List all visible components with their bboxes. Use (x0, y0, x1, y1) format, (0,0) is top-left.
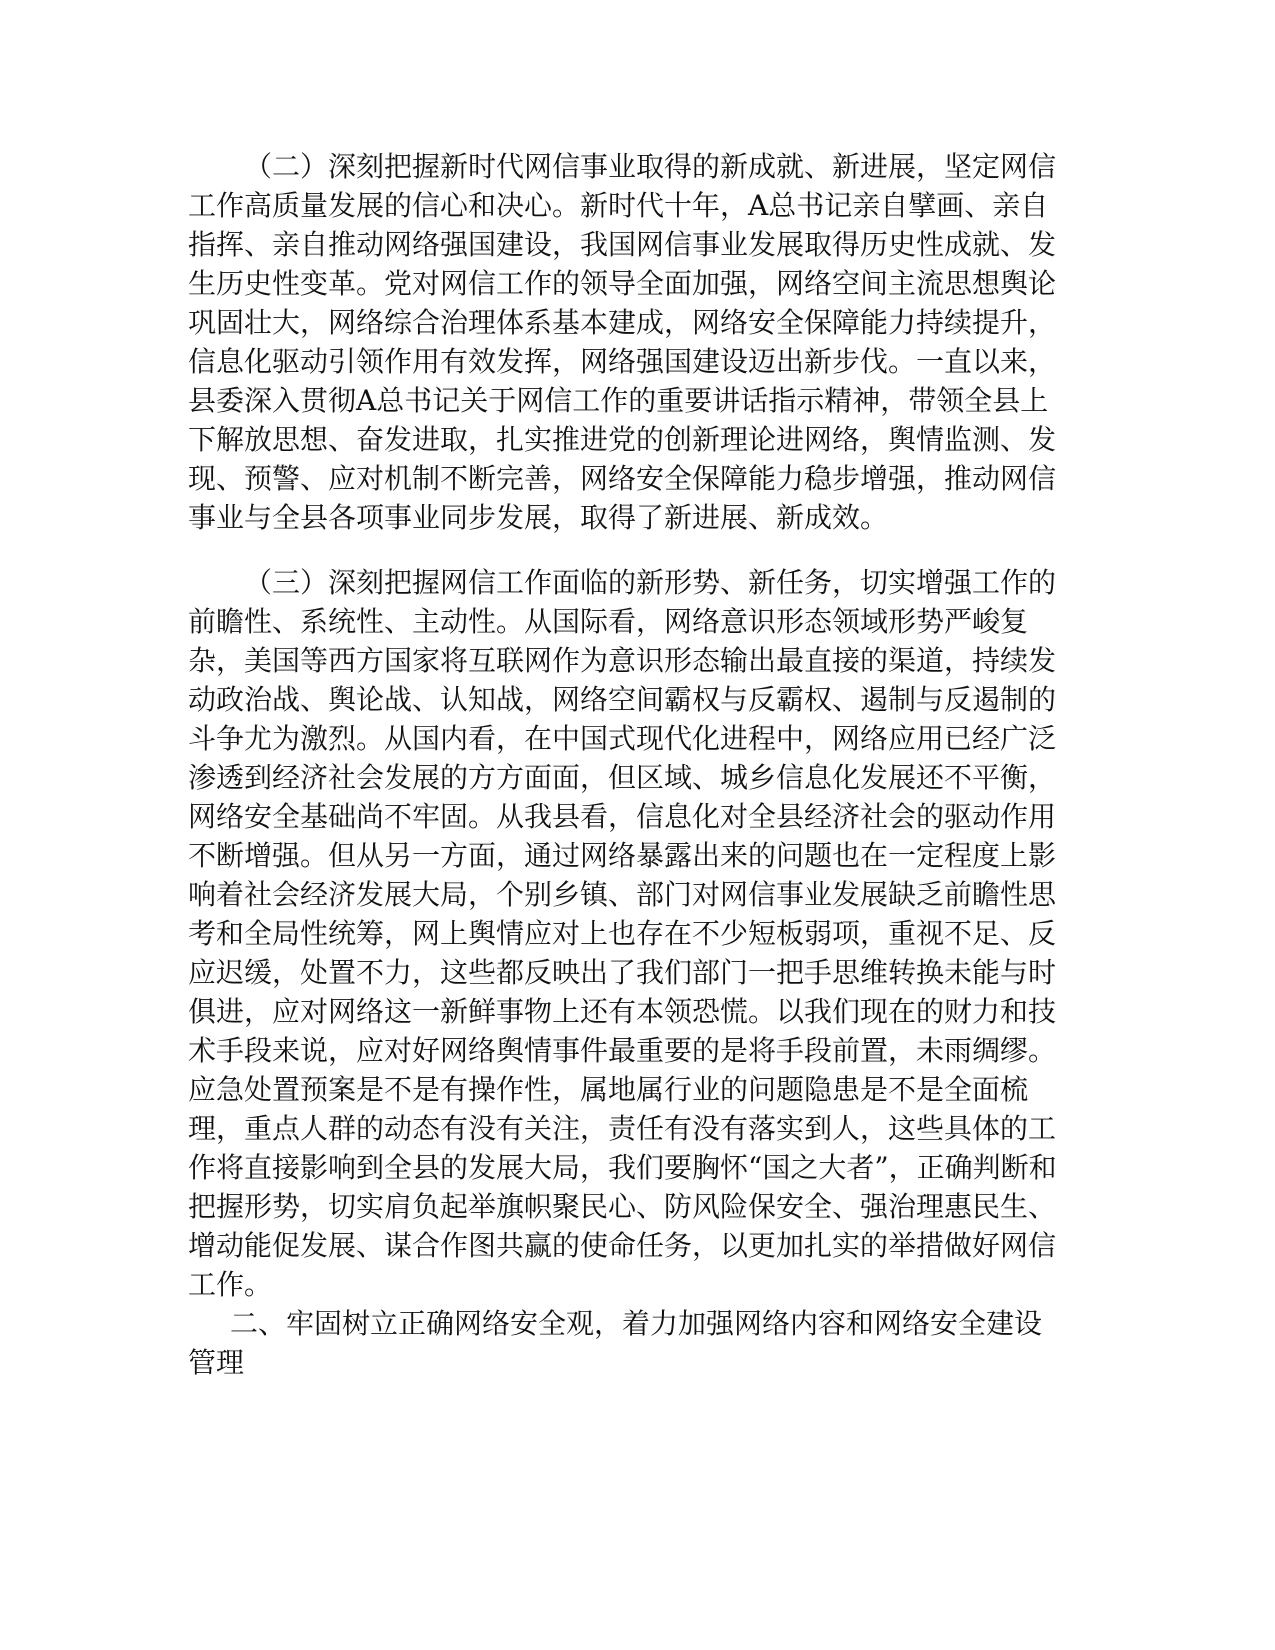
paragraph-2: （二）深刻把握新时代网信事业取得的新成就、新进展，坚定网信工作高质量发展的信心和决心。新时代十年，A总书记亲自擘画、亲自指挥、亲自推动网络强国建设，我国网信事业发展取得历史性成就、发生历史性变革。党对网信工作的领导全面加强，网络空间主流思想舆论巩固壮大，网络综合治理体系基本建成，网络安全保障能力持续提升，信息化驱动引领作用有效发挥，网络强国建设迈出新步伐。一直以来，县委深入贯彻A总书记关于网信工作的重要讲话指示精神，带领全县上下解放思想、奋发进取，扎实推进党的创新理论进网络，舆情监测、发现、预警、应对机制不断完善，网络安全保障能力稳步增强，推动网信事业与全县各项事业同步发展，取得了新进展、新成效。 (188, 150, 1057, 534)
document-body (188, 147, 1068, 1382)
section-heading-2: 二、牢固树立正确网络安全观，着力加强网络内容和网络安全建设管理 (188, 1307, 1043, 1379)
paragraph-3: （三）深刻把握网信工作面临的新形势、新任务，切实增强工作的前瞻性、系统性、主动性。从国际看，网络意识形态领域形势严峻复杂，美国等西方国家将互联网作为意识形态输出最直接的渠道，持续发动政治战、舆论战、认知战，网络空间霸权与反霸权、遏制与反遏制的斗争尤为激烈。从国内看，在中国式现代化进程中，网络应用已经广泛渗透到经济社会发展的方方面面，但区域、城乡信息化发展还不平衡，网络安全基础尚不牢固。从我县看，信息化对全县经济社会的驱动作用不断增强。但从另一方面，通过网络暴露出来的问题也在一定程度上影响着社会经济发展大局，个别乡镇、部门对网信事业发展缺乏前瞻性思考和全局性统筹，网上舆情应对上也存在不少短板弱项，重视不足、反应迟缓，处置不力，这些都反映出了我们部门一把手思维转换未能与时俱进，应对网络这一新鲜事物上还有本领恐慌。以我们现在的财力和技术手段来说，应对好网络舆情事件最重要的是将手段前置，未雨绸缪。应急处置预案是不是有操作性，属地属行业的问题隐患是不是全面梳理，重点人群的动态有没有关注，责任有没有落实到人，这些具体的工作将直接影响到全县的发展大局，我们要胸怀“国之大者”，正确判断和把握形势，切实肩负起举旗帜聚民心、防风险保安全、强治理惠民生、增动能促发展、谋合作图共赢的使命任务，以更加扎实的举措做好网信工作。 (188, 566, 1057, 1301)
